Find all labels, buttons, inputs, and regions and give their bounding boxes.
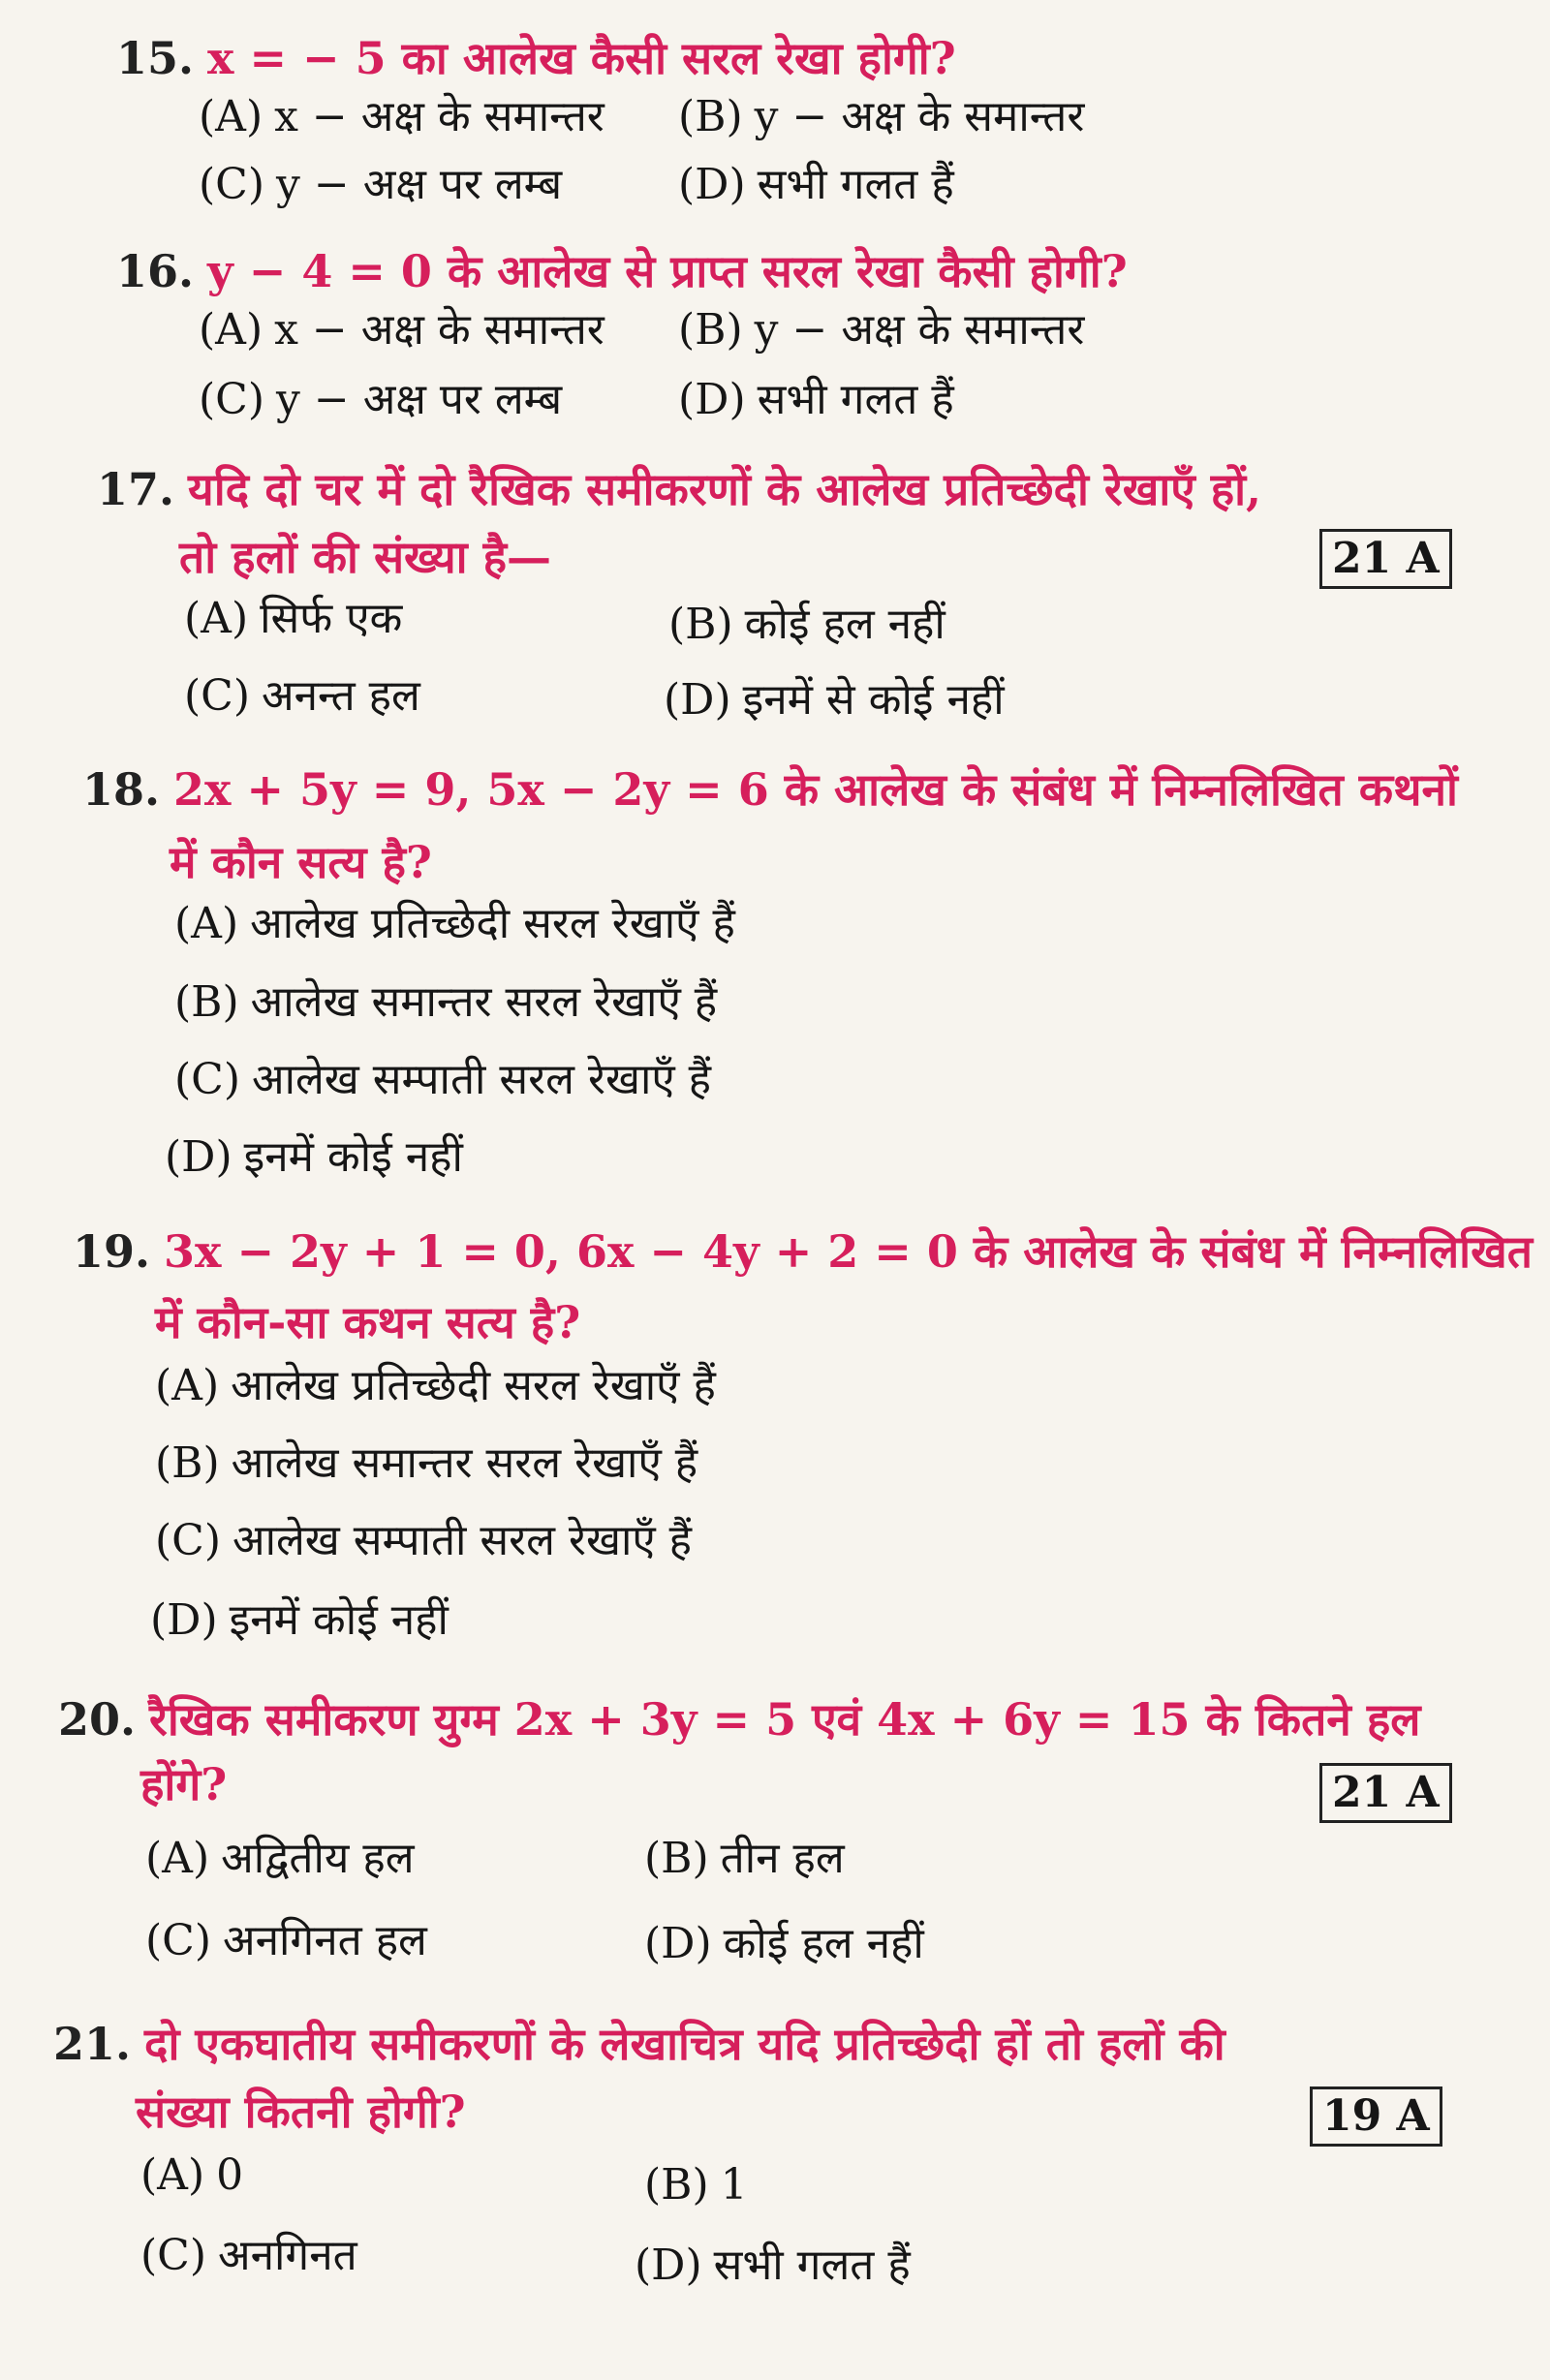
question-line: y − 4 = 0 के आलेख से प्राप्त सरल रेखा कैसी होगी? xyxy=(207,245,1128,297)
question-21-text-line-2 xyxy=(136,2083,466,2141)
option-label: (A) xyxy=(184,594,249,643)
option-text: इनमें कोई नहीं xyxy=(243,1132,463,1182)
option-label: (B) xyxy=(644,2160,709,2210)
option-c xyxy=(145,1913,427,1969)
option-a xyxy=(199,89,604,145)
option-label: (A) xyxy=(155,1361,220,1410)
option-c xyxy=(155,1513,692,1569)
option-label: (B) xyxy=(644,1834,709,1883)
option-label: (D) xyxy=(150,1595,218,1645)
option-text: y − अक्ष पर लम्ब xyxy=(276,160,563,209)
option-c xyxy=(199,157,562,213)
option-b xyxy=(678,89,1084,145)
question-line: तो हलों की संख्या है— xyxy=(179,531,551,583)
question-line: रैखिक समीकरण युग्म 2x + 3y = 5 एवं 4x + 6y = 15 के कितने हल xyxy=(149,1693,1421,1746)
question-line: x = − 5 का आलेख कैसी सरल रेखा होगी? xyxy=(207,32,956,84)
question-15-text xyxy=(116,29,956,87)
option-text: x − अक्ष के समान्तर xyxy=(274,305,604,355)
question-21-text xyxy=(53,2015,1225,2073)
option-label: (A) xyxy=(140,2150,205,2200)
reference-box: 21 A xyxy=(1319,1763,1452,1823)
option-label: (A) xyxy=(145,1834,210,1883)
option-b xyxy=(155,1436,698,1492)
question-line: 3x − 2y + 1 = 0, 6x − 4y + 2 = 0 के आलेख के संबंध में निम्नलिखित xyxy=(164,1225,1533,1278)
question-19-text-line-2 xyxy=(155,1293,580,1351)
question-number: 20. xyxy=(58,1693,137,1746)
question-number: 18. xyxy=(82,763,161,816)
option-a xyxy=(199,302,604,358)
option-d xyxy=(165,1129,463,1186)
question-16-text xyxy=(116,242,1128,300)
option-d xyxy=(635,2238,911,2294)
option-text: इनमें कोई नहीं xyxy=(229,1595,449,1645)
question-line: में कौन-सा कथन सत्य है? xyxy=(155,1296,581,1348)
option-label: (A) xyxy=(199,92,264,141)
option-b xyxy=(174,974,717,1031)
option-label: (B) xyxy=(678,305,743,355)
option-text: अनगिनत हल xyxy=(223,1916,427,1965)
option-text: सभी गलत हैं xyxy=(757,160,954,209)
question-19-text xyxy=(73,1222,1533,1281)
option-text: आलेख समान्तर सरल रेखाएँ हैं xyxy=(250,977,718,1027)
option-text: अद्वितीय हल xyxy=(221,1834,415,1883)
option-text: y − अक्ष पर लम्ब xyxy=(276,375,563,424)
option-label: (C) xyxy=(184,671,250,721)
option-text: आलेख प्रतिच्छेदी सरल रेखाएँ हैं xyxy=(231,1361,716,1410)
option-label: (D) xyxy=(165,1132,232,1182)
question-number: 15. xyxy=(116,32,195,84)
option-label: (B) xyxy=(155,1438,220,1488)
option-text: 0 xyxy=(216,2150,244,2200)
option-c xyxy=(184,668,420,725)
option-label: (C) xyxy=(155,1516,221,1565)
option-label: (C) xyxy=(199,160,264,209)
question-20-text xyxy=(58,1690,1420,1748)
question-17-text-line-2 xyxy=(179,528,551,586)
option-text: आलेख सम्पाती सरल रेखाएँ हैं xyxy=(232,1516,693,1565)
option-b xyxy=(678,302,1084,358)
option-d xyxy=(678,157,954,213)
question-line: दो एकघातीय समीकरणों के लेखाचित्र यदि प्रतिच्छेदी हों तो हलों की xyxy=(144,2018,1225,2070)
option-label: (B) xyxy=(668,600,733,649)
option-text: सभी गलत हैं xyxy=(713,2241,911,2290)
option-text: सिर्फ एक xyxy=(260,594,403,643)
option-b xyxy=(644,1831,845,1887)
option-b xyxy=(668,597,946,653)
option-label: (B) xyxy=(174,977,239,1027)
option-d xyxy=(150,1592,449,1649)
option-c xyxy=(199,372,562,428)
option-d xyxy=(644,1916,924,1972)
option-text: y − अक्ष के समान्तर xyxy=(754,92,1085,141)
option-c xyxy=(174,1052,711,1108)
option-text: x − अक्ष के समान्तर xyxy=(274,92,604,141)
option-label: (A) xyxy=(174,899,239,948)
option-label: (D) xyxy=(678,160,746,209)
question-number: 19. xyxy=(73,1225,151,1278)
option-d xyxy=(664,672,1005,728)
option-a xyxy=(174,896,735,952)
option-label: (D) xyxy=(678,375,746,424)
option-a xyxy=(184,591,402,647)
question-line: यदि दो चर में दो रैखिक समीकरणों के आलेख प्रतिच्छेदी रेखाएँ हों, xyxy=(188,463,1262,515)
option-label: (C) xyxy=(199,375,264,424)
option-label: (D) xyxy=(635,2241,702,2290)
reference-box: 21 A xyxy=(1319,529,1452,589)
option-label: (C) xyxy=(145,1916,211,1965)
option-a xyxy=(140,2148,243,2204)
option-b xyxy=(644,2157,748,2213)
option-label: (B) xyxy=(678,92,743,141)
option-text: अनगिनत xyxy=(218,2231,357,2280)
option-a xyxy=(145,1831,415,1887)
question-line: में कौन सत्य है? xyxy=(170,836,432,888)
question-number: 21. xyxy=(53,2018,132,2070)
question-line: 2x + 5y = 9, 5x − 2y = 6 के आलेख के संबंध में निम्नलिखित कथनों xyxy=(173,763,1458,816)
option-label: (C) xyxy=(140,2231,206,2280)
option-text: कोई हल नहीं xyxy=(723,1919,924,1968)
question-number: 16. xyxy=(116,245,195,297)
option-label: (D) xyxy=(644,1919,712,1968)
option-d xyxy=(678,372,954,428)
option-text: इनमें से कोई नहीं xyxy=(742,675,1005,725)
option-text: आलेख समान्तर सरल रेखाएँ हैं xyxy=(231,1438,698,1488)
question-line: संख्या कितनी होगी? xyxy=(136,2086,466,2138)
option-text: कोई हल नहीं xyxy=(744,600,946,649)
question-18-text xyxy=(82,760,1458,819)
option-text: 1 xyxy=(720,2160,748,2210)
question-20-text-line-2 xyxy=(140,1755,227,1813)
reference-box: 19 A xyxy=(1310,2086,1442,2147)
option-c xyxy=(140,2228,357,2284)
question-18-text-line-2 xyxy=(170,833,432,891)
option-a xyxy=(155,1358,716,1414)
question-number: 17. xyxy=(97,463,175,515)
option-text: आलेख सम्पाती सरल रेखाएँ हैं xyxy=(252,1055,712,1104)
option-text: अनन्त हल xyxy=(262,671,420,721)
option-text: आलेख प्रतिच्छेदी सरल रेखाएँ हैं xyxy=(250,899,735,948)
option-label: (C) xyxy=(174,1055,240,1104)
option-label: (A) xyxy=(199,305,264,355)
question-17-text xyxy=(97,460,1261,518)
option-text: तीन हल xyxy=(720,1834,845,1883)
option-text: y − अक्ष के समान्तर xyxy=(754,305,1085,355)
question-line: होंगे? xyxy=(140,1758,228,1810)
option-label: (D) xyxy=(664,675,731,725)
option-text: सभी गलत हैं xyxy=(757,375,954,424)
